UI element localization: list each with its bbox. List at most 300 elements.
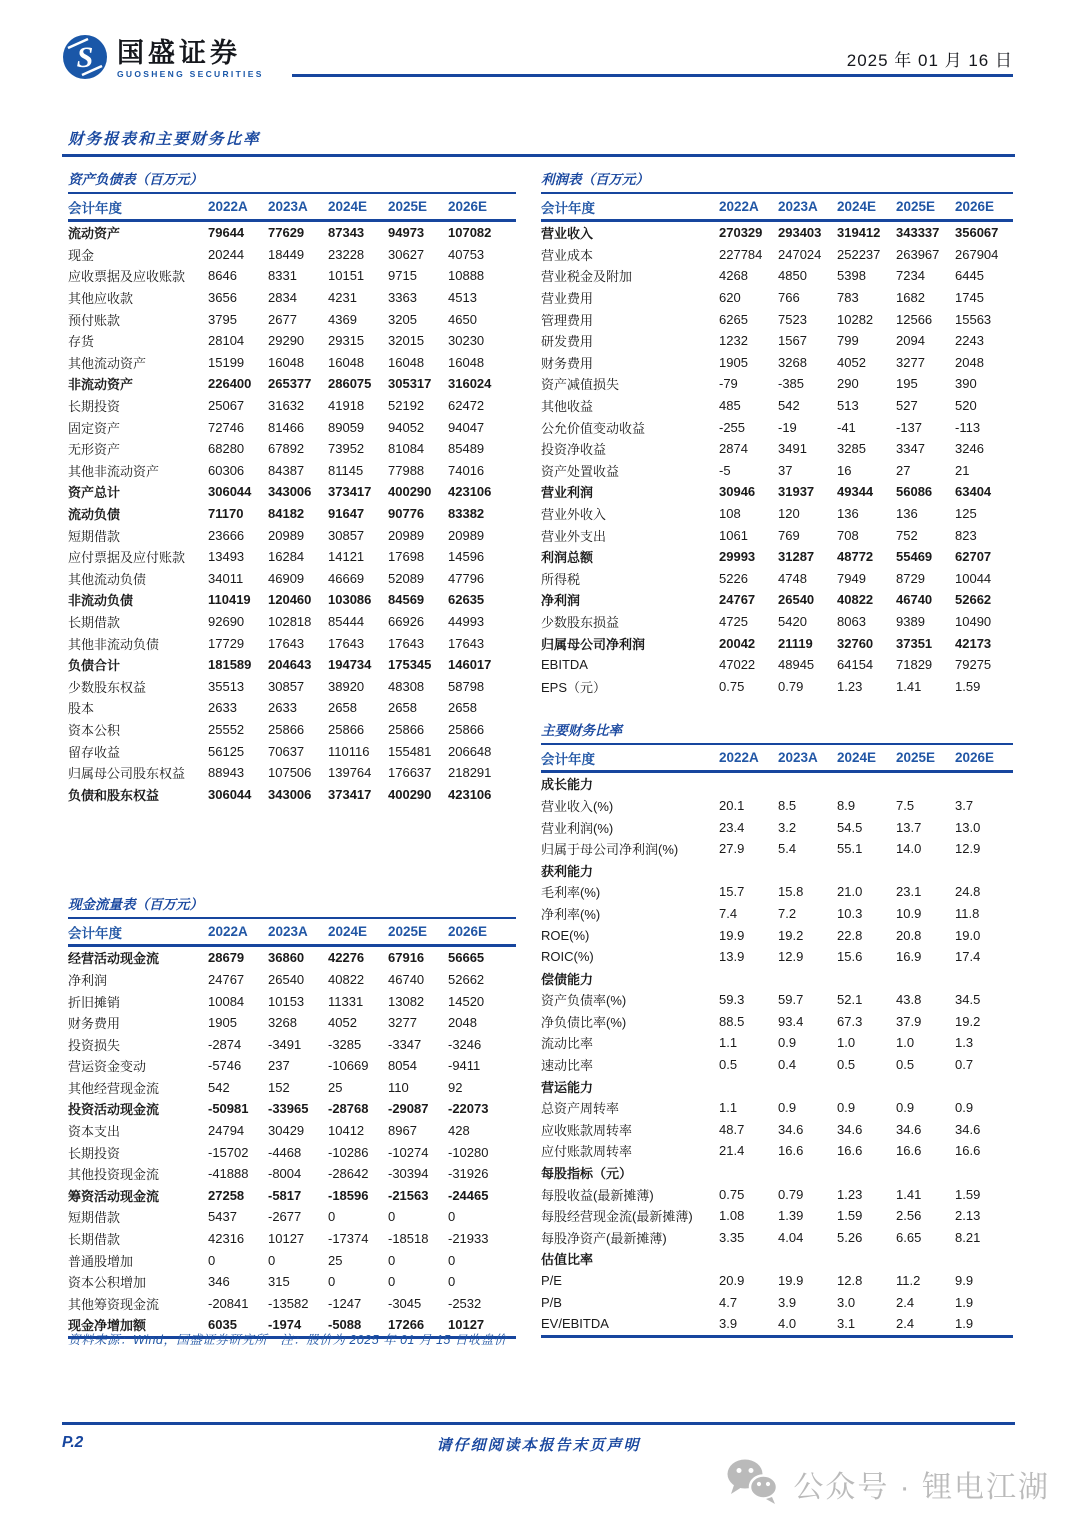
table-row <box>541 859 1013 881</box>
cell-value: 47796 <box>448 570 485 586</box>
cell-value: 7234 <box>896 268 925 284</box>
row-label: ROIC(%) <box>541 949 594 965</box>
row-label: 流动比率 <box>541 1036 594 1052</box>
cell-value: 1905 <box>208 1015 237 1031</box>
row-label: 流动负债 <box>68 507 121 523</box>
cell-value: 25067 <box>208 398 245 414</box>
cell-value: 25866 <box>328 721 365 737</box>
cell-value: 11331 <box>328 993 364 1009</box>
table-row <box>68 654 516 676</box>
cell-value: 120460 <box>268 592 312 608</box>
cell-value: 708 <box>837 527 859 543</box>
cell-value: -10280 <box>448 1144 489 1160</box>
table-header-row <box>541 743 1013 773</box>
row-label: 现金净增加额 <box>68 1318 147 1334</box>
cell-value: 34.6 <box>896 1121 922 1137</box>
table-row <box>541 1162 1013 1184</box>
table-row <box>68 1055 516 1077</box>
cell-value: 30429 <box>268 1123 305 1139</box>
cell-value: 19.9 <box>719 927 745 943</box>
row-label: 估值比率 <box>541 1252 594 1268</box>
cell-value: 9389 <box>896 613 925 629</box>
table-row <box>541 589 1013 611</box>
table-title: 利润表（百万元） <box>541 172 649 187</box>
table-row <box>541 1183 1013 1205</box>
cell-value: 20.8 <box>896 927 922 943</box>
cell-value: -2874 <box>208 1036 242 1052</box>
cell-value: 46909 <box>268 570 305 586</box>
column-header-year: 2024E <box>837 750 877 766</box>
cell-value: 3205 <box>388 311 417 327</box>
cell-value: 48772 <box>837 549 874 565</box>
cell-value: 10.3 <box>837 905 863 921</box>
cell-value: 3268 <box>268 1015 297 1031</box>
cell-value: 62472 <box>448 398 485 414</box>
table-row <box>68 1206 516 1228</box>
cell-value: 19.2 <box>778 927 804 943</box>
cell-value: 252237 <box>837 246 881 262</box>
cell-value: 155481 <box>388 743 432 759</box>
cell-value: 13493 <box>208 549 245 565</box>
cell-value: 17698 <box>388 549 425 565</box>
cell-value: 783 <box>837 290 859 306</box>
cell-value: 12566 <box>896 311 933 327</box>
cell-value: 1905 <box>719 354 748 370</box>
cell-value: -5817 <box>268 1187 302 1203</box>
row-label: 存货 <box>68 334 95 350</box>
cell-value: 527 <box>896 398 918 414</box>
row-label: 总资产周转率 <box>541 1101 620 1117</box>
column-header-label: 会计年度 <box>541 751 595 767</box>
cell-value: 71829 <box>896 657 933 673</box>
column-header-label: 会计年度 <box>68 925 122 941</box>
cell-value: 0 <box>448 1209 456 1225</box>
cell-value: 8967 <box>388 1123 417 1139</box>
row-label: 长期借款 <box>68 614 121 630</box>
cell-value: 7.2 <box>778 905 797 921</box>
table-row <box>541 460 1013 482</box>
table-title: 主要财务比率 <box>541 723 622 739</box>
cell-value: 6445 <box>955 268 984 284</box>
cell-value: 237 <box>268 1058 290 1074</box>
row-label: 营运资金变动 <box>68 1059 147 1075</box>
table-row <box>68 265 516 287</box>
cell-value: 3.1 <box>837 1316 856 1332</box>
table-row <box>541 773 1013 795</box>
cell-value: 542 <box>208 1079 230 1095</box>
table-row <box>68 524 516 546</box>
cell-value: 74016 <box>448 462 485 478</box>
cell-value: 26540 <box>778 592 815 608</box>
cell-value: 766 <box>778 290 800 306</box>
cell-value: 3795 <box>208 311 237 327</box>
cell-value: 32015 <box>388 333 425 349</box>
table-row <box>541 1140 1013 1162</box>
row-label: 营业税金及附加 <box>541 269 633 285</box>
cell-value: 20.9 <box>719 1273 745 1289</box>
cell-value: 81145 <box>328 462 364 478</box>
row-label: 其他应收款 <box>68 291 134 307</box>
cell-value: -21563 <box>388 1187 429 1203</box>
row-label: EV/EBITDA <box>541 1316 609 1332</box>
cell-value: 2633 <box>208 700 237 716</box>
cell-value: 92 <box>448 1079 463 1095</box>
cell-value: 85444 <box>328 613 365 629</box>
row-label: ROE(%) <box>541 927 590 943</box>
table-row <box>541 481 1013 503</box>
cell-value: 620 <box>719 290 741 306</box>
cell-value: 30946 <box>719 484 756 500</box>
cell-value: 1567 <box>778 333 807 349</box>
row-label: 所得税 <box>541 571 581 587</box>
table-title: 现金流量表（百万元） <box>68 897 203 913</box>
column-header-year: 2022A <box>208 924 248 940</box>
cell-value: 373417 <box>328 786 372 802</box>
cell-value: 11.8 <box>955 905 980 921</box>
row-label: P/E <box>541 1273 562 1289</box>
cell-value: 46740 <box>388 971 425 987</box>
cell-value: 42316 <box>208 1231 245 1247</box>
row-label: 资产负债率(%) <box>541 993 627 1009</box>
cell-value: 56665 <box>448 950 485 966</box>
cell-value: 10490 <box>955 613 992 629</box>
cell-value: 5.26 <box>837 1229 863 1245</box>
cell-value: 14.0 <box>896 841 922 857</box>
cell-value: 19.9 <box>778 1273 804 1289</box>
table-row <box>541 568 1013 590</box>
cell-value: 30857 <box>328 527 365 543</box>
table-row <box>68 1141 516 1163</box>
cell-value: 1.59 <box>955 678 981 694</box>
cell-value: 16048 <box>388 354 425 370</box>
row-label: 非流动资产 <box>68 377 134 393</box>
cell-value: 400290 <box>388 786 432 802</box>
table-row <box>68 969 516 991</box>
cell-value: 94052 <box>388 419 425 435</box>
cell-value: 2.13 <box>955 1208 981 1224</box>
row-label: 归属母公司股东权益 <box>68 766 186 782</box>
cell-value: 3.9 <box>778 1294 797 1310</box>
table-row <box>541 222 1013 244</box>
column-header-year: 2023A <box>778 199 818 214</box>
table-row <box>68 1185 516 1207</box>
row-label: 固定资产 <box>68 420 121 436</box>
row-label: 其他流动负债 <box>68 571 147 587</box>
row-label: 投资活动现金流 <box>68 1102 160 1118</box>
table-title: 资产负债表（百万元） <box>68 172 203 187</box>
row-label: 公允价值变动收益 <box>541 420 646 436</box>
cell-value: 28679 <box>208 950 245 966</box>
cell-value: 25866 <box>448 721 485 737</box>
cell-value: 400290 <box>388 484 432 500</box>
cell-value: 2243 <box>955 333 984 349</box>
cell-value: 63404 <box>955 484 992 500</box>
cell-value: 88943 <box>208 765 245 781</box>
cell-value: 8729 <box>896 570 925 586</box>
row-label: 留存收益 <box>68 744 121 760</box>
tables-area <box>68 170 1013 1339</box>
cell-value: 1.9 <box>955 1316 974 1332</box>
cell-value: 10.9 <box>896 905 922 921</box>
cell-value: 10412 <box>328 1123 365 1139</box>
cell-value: 41918 <box>328 398 365 414</box>
cell-value: 204643 <box>268 657 312 673</box>
cell-value: 146017 <box>448 657 492 673</box>
table-row <box>541 1205 1013 1227</box>
table-row <box>68 1120 516 1142</box>
cell-value: 20244 <box>208 246 245 262</box>
row-label: 其他筹资现金流 <box>68 1296 160 1312</box>
cell-value: 89059 <box>328 419 365 435</box>
cell-value: 37 <box>778 462 793 478</box>
table-row <box>541 924 1013 946</box>
row-label: 其他流动资产 <box>68 355 147 371</box>
cell-value: 136 <box>837 506 859 522</box>
table-row <box>541 1011 1013 1033</box>
cell-value: 72746 <box>208 419 245 435</box>
income-statement-table <box>541 170 1013 697</box>
table-row <box>68 1228 516 1250</box>
row-label: 资本支出 <box>68 1124 121 1140</box>
cell-value: 0.79 <box>778 1186 804 1202</box>
cell-value: -18518 <box>388 1231 429 1247</box>
table-row <box>68 1163 516 1185</box>
row-label: 资本公积 <box>68 722 121 738</box>
left-column <box>68 170 516 1339</box>
column-header-year: 2023A <box>778 750 818 766</box>
table-row <box>68 783 516 805</box>
row-label: 负债和股东权益 <box>68 787 160 803</box>
cell-value: 8063 <box>837 613 866 629</box>
report-date: 2025 年 01 月 16 日 <box>846 51 1013 70</box>
cell-value: 4650 <box>448 311 477 327</box>
cell-value: 265377 <box>268 376 312 392</box>
cell-value: 1232 <box>719 333 748 349</box>
column-header-year: 2023A <box>268 199 308 214</box>
cell-value: 390 <box>955 376 977 392</box>
cell-value: 6035 <box>208 1317 237 1333</box>
table-row <box>541 287 1013 309</box>
cell-value: 85489 <box>448 441 485 457</box>
cell-value: 12.8 <box>837 1273 863 1289</box>
cell-value: 107082 <box>448 225 492 241</box>
column-header-year: 2024E <box>837 199 877 214</box>
cell-value: 3.0 <box>837 1294 856 1310</box>
cell-value: 29993 <box>719 549 756 565</box>
cell-value: 55.1 <box>837 841 863 857</box>
cell-value: 15.6 <box>837 949 863 965</box>
cell-value: 16.6 <box>837 1143 863 1159</box>
cell-value: 10153 <box>268 993 305 1009</box>
cell-value: 16.6 <box>778 1143 804 1159</box>
cell-value: 227784 <box>719 246 763 262</box>
cell-value: 81084 <box>388 441 425 457</box>
table-row <box>68 589 516 611</box>
table-row <box>541 989 1013 1011</box>
cell-value: 59.3 <box>719 992 745 1008</box>
row-label: 其他投资现金流 <box>68 1167 160 1183</box>
cell-value: -9411 <box>448 1058 481 1074</box>
row-label: 净利润 <box>541 593 581 609</box>
cell-value: 423106 <box>448 786 492 802</box>
table-row <box>68 719 516 741</box>
cell-value: 5.4 <box>778 841 797 857</box>
table-row <box>541 611 1013 633</box>
table-row <box>541 1291 1013 1313</box>
brand-name-cn: 国盛证券 <box>117 38 241 69</box>
row-label: 成长能力 <box>541 777 594 793</box>
table-row <box>68 308 516 330</box>
cell-value: 3.2 <box>778 819 797 835</box>
row-label: 营业成本 <box>541 247 594 263</box>
cell-value: 110419 <box>208 592 251 608</box>
cell-value: 1.59 <box>837 1208 863 1224</box>
cell-value: 88.5 <box>719 1013 745 1029</box>
cell-value: 42173 <box>955 635 992 651</box>
financial-ratios-table <box>541 721 1013 1337</box>
row-label: 资本公积增加 <box>68 1275 147 1291</box>
cell-value: -31926 <box>448 1166 489 1182</box>
cell-value: 26540 <box>268 971 305 987</box>
table-row <box>68 740 516 762</box>
source-note: 资料来源：Wind，国盛证券研究所 注：股价为 2025 年 01 月 15 日收盘价 <box>68 1333 507 1347</box>
cell-value: 319412 <box>837 225 881 241</box>
cell-value: 42276 <box>328 950 365 966</box>
cell-value: 27 <box>896 462 911 478</box>
cell-value: 1.1 <box>719 1100 738 1116</box>
row-label: 资产总计 <box>68 485 121 501</box>
cell-value: 20.1 <box>719 797 745 813</box>
cell-value: 24767 <box>719 592 756 608</box>
cell-value: 62707 <box>955 549 992 565</box>
row-label: 股本 <box>68 701 95 717</box>
cell-value: -19 <box>778 419 797 435</box>
row-label: 预付账款 <box>68 312 121 328</box>
cell-value: 1.23 <box>837 1186 863 1202</box>
cell-value: 67.3 <box>837 1013 863 1029</box>
table-row <box>541 838 1013 860</box>
cell-value: 29290 <box>268 333 305 349</box>
cell-value: 0.5 <box>896 1057 915 1073</box>
table-row <box>541 373 1013 395</box>
table-row <box>541 675 1013 697</box>
row-label: 每股净资产(最新摊薄) <box>541 1230 667 1246</box>
column-header-year: 2022A <box>719 750 759 766</box>
table-header-row <box>68 917 516 947</box>
cell-value: 43.8 <box>896 992 922 1008</box>
row-label: 非流动负债 <box>68 593 134 609</box>
cell-value: 30627 <box>388 246 425 262</box>
cell-value: 19.2 <box>955 1013 981 1029</box>
cell-value: 10151 <box>328 268 365 284</box>
cell-value: 2677 <box>268 311 297 327</box>
cell-value: 66926 <box>388 613 425 629</box>
cell-value: 5226 <box>719 570 748 586</box>
cell-value: 94047 <box>448 419 485 435</box>
cell-value: 195 <box>896 376 918 392</box>
cell-value: 22.8 <box>837 927 863 943</box>
cell-value: -5088 <box>328 1317 362 1333</box>
table-row <box>541 1270 1013 1292</box>
row-label: 归属母公司净利润 <box>541 636 646 652</box>
column-header-year: 2026E <box>955 750 995 766</box>
report-header <box>62 34 1013 78</box>
cell-value: 125 <box>955 506 977 522</box>
cell-value: 52662 <box>955 592 992 608</box>
cell-value: 87343 <box>328 225 365 241</box>
brand-name-en: GUOSHENG SECURITIES <box>117 69 264 80</box>
row-label: 净利润 <box>68 972 108 988</box>
cell-value: 263967 <box>896 246 940 262</box>
cell-value: 0 <box>328 1209 336 1225</box>
cell-value: 152 <box>268 1079 290 1095</box>
cell-value: 8646 <box>208 268 237 284</box>
table-body <box>541 222 1013 697</box>
table-row <box>541 795 1013 817</box>
cell-value: 1061 <box>719 527 748 543</box>
row-label: 筹资活动现金流 <box>68 1188 160 1204</box>
cell-value: 2.4 <box>896 1316 915 1332</box>
page-number: P.2 <box>62 1434 84 1451</box>
cell-value: 2658 <box>328 700 357 716</box>
table-row <box>541 903 1013 925</box>
table-row <box>68 568 516 590</box>
cell-value: 267904 <box>955 246 999 262</box>
cell-value: 16.6 <box>955 1143 981 1159</box>
cell-value: 83382 <box>448 506 485 522</box>
cell-value: 25 <box>328 1079 343 1095</box>
cell-value: -10669 <box>328 1058 369 1074</box>
column-header-year: 2026E <box>448 199 488 214</box>
cell-value: 1.0 <box>837 1035 856 1051</box>
watermark <box>725 1458 1050 1509</box>
cell-value: 315 <box>268 1274 290 1290</box>
table-row <box>541 1119 1013 1141</box>
table-row <box>541 816 1013 838</box>
cell-value: 31287 <box>778 549 815 565</box>
cell-value: 4725 <box>719 613 748 629</box>
cell-value: 64154 <box>837 657 874 673</box>
cell-value: 247024 <box>778 246 822 262</box>
table-row <box>68 1033 516 1055</box>
cell-value: 16048 <box>268 354 305 370</box>
cell-value: 52662 <box>448 971 485 987</box>
cell-value: 17729 <box>208 635 245 651</box>
cell-value: -30394 <box>388 1166 429 1182</box>
cell-value: 25 <box>328 1252 343 1268</box>
cell-value: 769 <box>778 527 800 543</box>
report-footer <box>62 1422 1015 1455</box>
table-row <box>541 1248 1013 1270</box>
cell-value: 346 <box>208 1274 230 1290</box>
cell-value: 1.0 <box>896 1035 915 1051</box>
table-row <box>68 697 516 719</box>
cell-value: 4.7 <box>719 1294 738 1310</box>
cell-value: 0 <box>388 1274 396 1290</box>
cell-value: 67892 <box>268 441 305 457</box>
row-label: 应付账款周转率 <box>541 1144 633 1160</box>
cell-value: -10286 <box>328 1144 369 1160</box>
cell-value: -20841 <box>208 1295 249 1311</box>
cell-value: 27.9 <box>719 841 745 857</box>
cell-value: 2658 <box>388 700 417 716</box>
cell-value: 6265 <box>719 311 748 327</box>
column-header-year: 2026E <box>448 924 488 940</box>
cell-value: 103086 <box>328 592 372 608</box>
cell-value: 15.7 <box>719 884 745 900</box>
cell-value: 8331 <box>268 268 297 284</box>
cell-value: 10084 <box>208 993 245 1009</box>
